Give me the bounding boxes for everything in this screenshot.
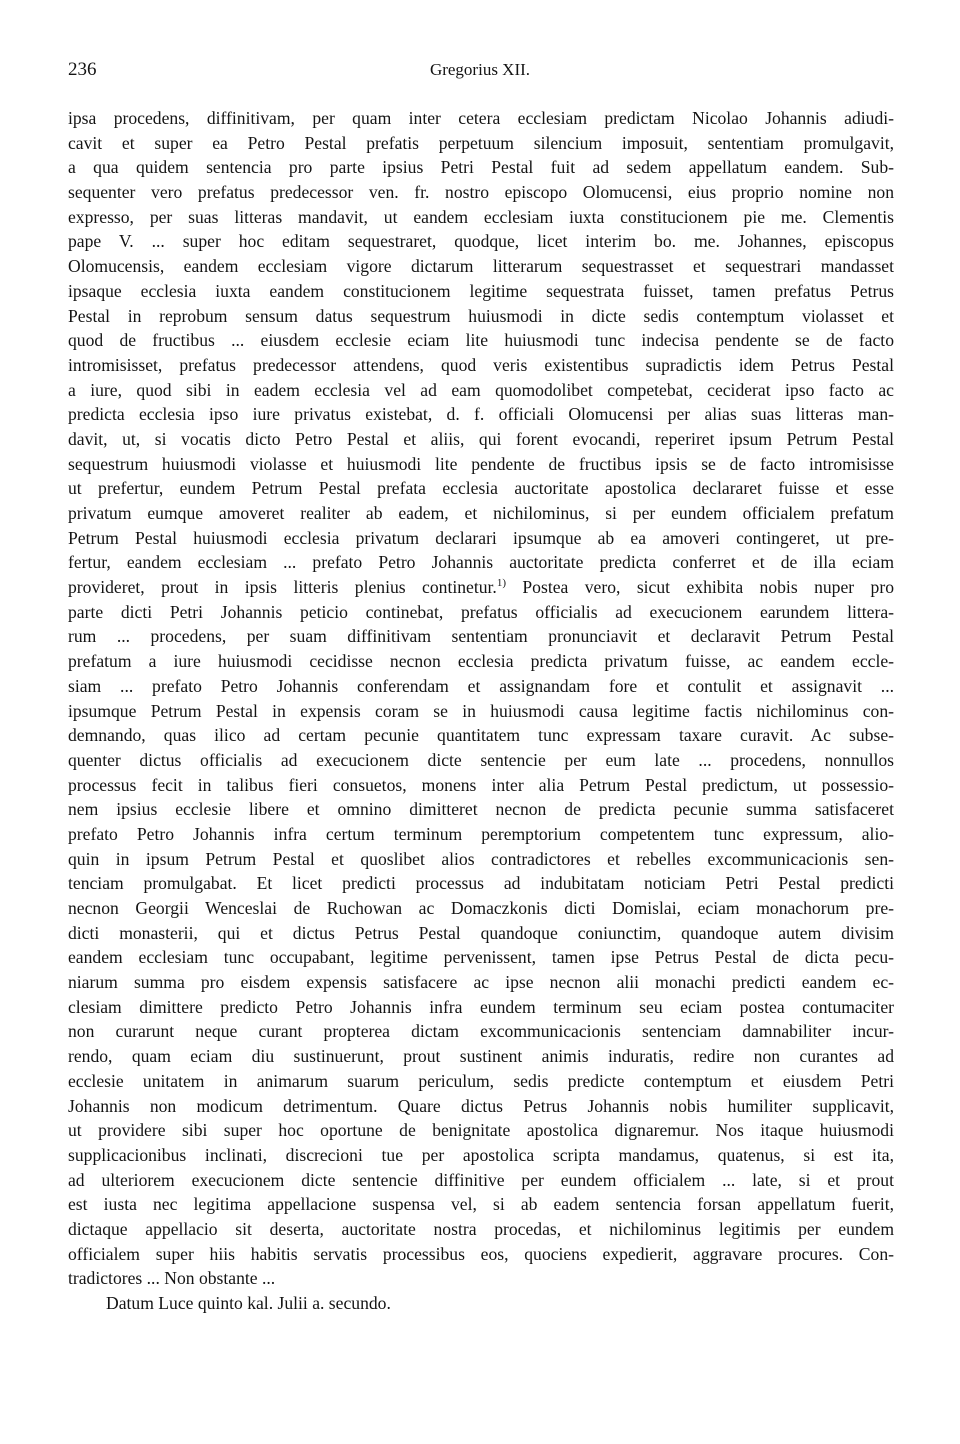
- text-line-final: tradictores ... Non obstante ...: [68, 1268, 276, 1289]
- text-line: davit, ut, si vocatis dicto Petro Pestal et aliis, qui forent evocandi, reperiret ipsum Petrum Pestal: [68, 428, 894, 449]
- text-line: sequestrum huiusmodi violasse et huiusmodi lite pendente de fructibus ipsis se de facto intromisisse: [68, 453, 894, 474]
- text-line: tenciam promulgabat. Et licet predicti processus ad indubitatam noticiam Petri Pestal predicti: [68, 873, 894, 894]
- text-line: Petrum Pestal huiusmodi ecclesia privatum declarari ipsumque ab ea amoveri contingeret, ut pre-: [68, 527, 894, 548]
- text-line: quin in ipsum Petrum Pestal et quoslibet alios contradictores et rebelles excommunicacionis sen-: [68, 848, 894, 869]
- text-line: siam ... prefato Petro Johannis conferendam et assignandam fore et contulit et assignavit ...: [68, 675, 894, 696]
- text-line: Pestal in reprobum sensum datus sequestrum huiusmodi in dicte sedis contemptum violasset et: [68, 305, 894, 326]
- text-line: Olomucensis, eandem ecclesiam vigore dictarum litterarum sequestrasset et sequestrari mandasset: [68, 256, 894, 277]
- text-line: eandem ecclesiam tunc occupabant, legitime pervenissent, tamen ipse Petrus Pestal de dicta pecu-: [68, 947, 894, 968]
- text-line: ut providere sibi super hoc oportune de benignitate apostolica dignaremur. Nos itaque huiusmodi: [68, 1120, 894, 1141]
- text-line: niarum summa pro eisdem expensis satisfacere ac ipse necnon alii monachi predicti eandem ec-: [68, 972, 894, 993]
- text-line: cavit et super ea Petro Pestal prefatis perpetuum silencium imposuit, sententiam promulgavit,: [68, 132, 894, 153]
- text-line: clesiam dimittere predicto Petro Johannis infra eundem terminum seu eciam postea contumaciter: [68, 996, 894, 1017]
- text-line: prefato Petro Johannis infra certum terminum peremptorium competentem tunc expressum, alio-: [68, 823, 894, 844]
- text-line: privatum eumque amoveret realiter ab eadem, et nichilominus, si per eundem officialem prefatum: [68, 503, 894, 523]
- text-line: dicti monasterii, qui et dictus Petrus Pestal quandoque coniunctim, quandoque autem divisim: [68, 922, 894, 943]
- text-line: dictaque appellacio sit deserta, auctoritate nostra procedas, et nichilominus legitimis per eundem: [68, 1218, 894, 1239]
- text-segment: Postea vero, sicut exhibita nobis nuper pro: [505, 577, 894, 598]
- body-text: [68, 106, 894, 1316]
- text-line: parte dicti Petri Johannis peticio continebat, prefatus officialis ad execucionem earundem littera-: [68, 601, 894, 622]
- text-line: ad ulteriorem execucionem dicte sentencie diffinitive per eundem officialem ... late, si et prout: [68, 1169, 894, 1190]
- text-line: sequenter vero prefatus predecessor ven. fr. nostro episcopo Olomucensi, eius proprio nomine non: [68, 182, 894, 203]
- text-line: prefatum a iure huiusmodi cecidisse necnon ecclesia predicta privatum fuisse, ac eandem eccle-: [68, 651, 894, 672]
- text-line: est iusta nec legitima appellacione suspensa vel, si ab eadem sentencia forsan appellatum fuerit,: [68, 1194, 894, 1215]
- running-head-title: Gregorius XII.: [429, 60, 531, 79]
- text-line: pape V. ... super hoc editam sequestraret, quodque, licet interim bo. me. Johannes, episcopus: [68, 231, 894, 252]
- text-line: rum ... procedens, per suam diffinitivam sententiam pronunciavit et declaravit Petrum Pestal: [68, 626, 894, 647]
- text-line: ut prefertur, eundem Petrum Pestal prefata ecclesia auctoritate apostolica declararet fuisse et esse: [68, 478, 894, 499]
- text-line: expresso, per suas litteras mandavit, ut eandem ecclesiam iuxta constitucionem pie me. Clementis: [68, 206, 894, 227]
- text-line: quenter dictus officialis ad execucionem dicte sentencie per eum late ... procedens, nonnullos: [68, 749, 894, 770]
- text-line: non curarunt neque curant propterea dictam excommunicacionis sentenciam damnabiliter incur-: [68, 1021, 894, 1042]
- text-line: a qua quidem sentencia pro parte ipsius Petri Pestal fuit ad sedem appellatum eandem. Sub-: [68, 157, 894, 178]
- text-line: Johannis non modicum detrimentum. Quare dictus Petrus Johannis nobis humiliter supplicavit,: [68, 1095, 894, 1116]
- text-line: supplicacionibus inclinati, discrecioni tue per apostolica scripta mandamus, quatenus, si est ita,: [68, 1144, 894, 1165]
- dating-clause: Datum Luce quinto kal. Julii a. secundo.: [106, 1293, 391, 1313]
- text-line: officialem super hiis habitis servatis processibus eos, quociens expedierit, aggravare procures. Con-: [68, 1243, 894, 1264]
- text-line: a iure, quod sibi in eadem ecclesia vel ad eam quomodolibet competebat, ceciderat ipso facto ac: [68, 379, 894, 400]
- text-line: intromisisset, prefatus predecessor attendens, quod veris existentibus supradictis idem Petrus Pestal: [68, 354, 894, 375]
- text-line: nem ipsius ecclesie libere et omnino dimitteret necnon de predicta pecunie summa satisfaceret: [68, 799, 894, 820]
- text-line: ipsaque ecclesia iuxta eandem constitucionem legitime sequestrata fuisset, tamen prefatus Petrus: [68, 280, 894, 301]
- text-line: rendo, quam eciam diu sustinuerunt, prout sustinent animis induratis, redire non curantes ad: [68, 1046, 894, 1067]
- text-line: predicta ecclesia ipso iure privatus existebat, d. f. officiali Olomucensi per alias suas litteras man-: [68, 404, 894, 425]
- text-line: fertur, eandem ecclesiam ... prefato Petro Johannis auctoritate predicta conferret et de illa eciam: [68, 552, 894, 573]
- text-line: ipsa procedens, diffinitivam, per quam inter cetera ecclesiam predictam Nicolao Johannis adiudi-: [68, 108, 894, 128]
- text-line: ipsumque Petrum Pestal in expensis coram se in huiusmodi causa legitime factis nichilominus con-: [68, 700, 894, 721]
- footnote-reference: 1): [496, 577, 506, 590]
- text-line: ecclesie unitatem in animarum suarum periculum, sedis predicte contemptum et eiusdem Petri: [68, 1070, 894, 1091]
- text-segment: provideret, prout in ipsis litteris plenius continetur.: [68, 577, 497, 598]
- page-number: 236: [68, 59, 97, 80]
- text-line: processus fecit in talibus fieri consuetos, monens inter alia Petrum Pestal predictum, ut possessio-: [68, 774, 894, 795]
- text-line-with-footnote: [68, 575, 894, 600]
- text-line: necnon Georgii Wenceslai de Ruchowan ac Domaczkonis dicti Domislai, eciam monachorum pre-: [68, 898, 894, 918]
- text-line: demnando, quas ilico ad certam pecunie quantitatem tunc expressam taxare curavit. Ac subse-: [68, 725, 894, 746]
- text-line: quod de fructibus ... eiusdem ecclesie eciam lite huiusmodi tunc indecisa pendente se de facto: [68, 330, 894, 351]
